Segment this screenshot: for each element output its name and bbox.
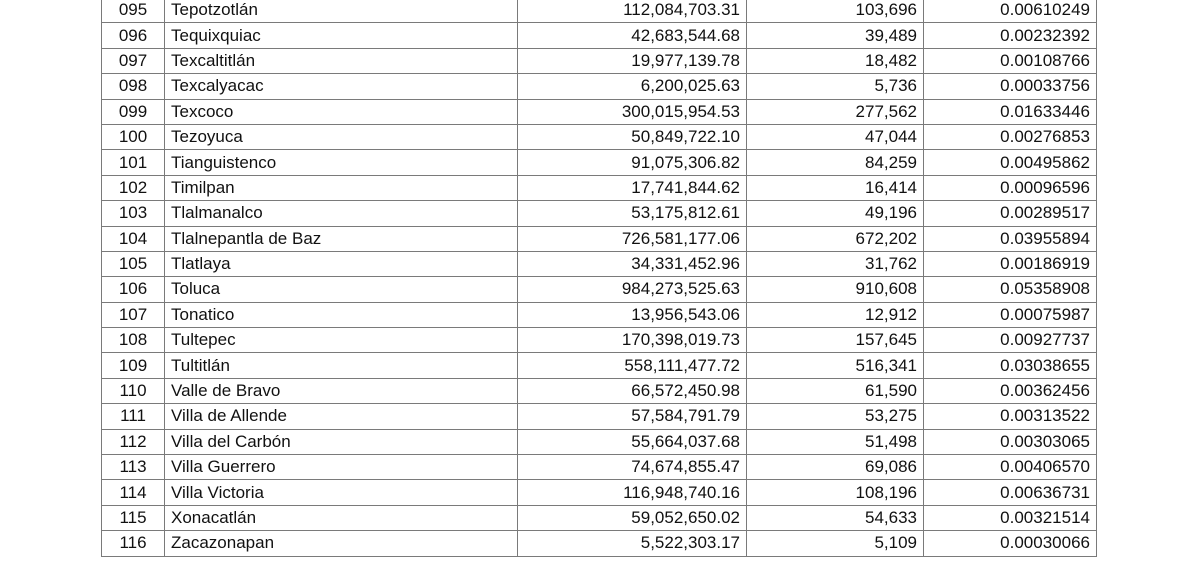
table-row xyxy=(102,0,1097,23)
population-cell: 12,912 xyxy=(747,302,924,327)
amount-cell: 55,664,037.68 xyxy=(518,429,747,454)
population-cell: 49,196 xyxy=(747,201,924,226)
municipality-code-cell: 101 xyxy=(102,150,165,175)
municipality-name-cell: Tonatico xyxy=(165,302,518,327)
table-row xyxy=(102,302,1097,327)
table-row xyxy=(102,226,1097,251)
amount-cell: 170,398,019.73 xyxy=(518,328,747,353)
population-cell: 84,259 xyxy=(747,150,924,175)
municipality-code-cell: 103 xyxy=(102,201,165,226)
municipality-name-cell: Tultitlán xyxy=(165,353,518,378)
coefficient-cell: 0.03038655 xyxy=(924,353,1097,378)
population-cell: 54,633 xyxy=(747,505,924,530)
population-cell: 51,498 xyxy=(747,429,924,454)
municipality-name-cell: Zacazonapan xyxy=(165,531,518,556)
municipality-code-cell: 095 xyxy=(102,0,165,23)
municipality-name-cell: Xonacatlán xyxy=(165,505,518,530)
amount-cell: 5,522,303.17 xyxy=(518,531,747,556)
table-row xyxy=(102,353,1097,378)
population-cell: 277,562 xyxy=(747,99,924,124)
coefficient-cell: 0.00927737 xyxy=(924,328,1097,353)
amount-cell: 726,581,177.06 xyxy=(518,226,747,251)
table-row xyxy=(102,251,1097,276)
coefficient-cell: 0.00610249 xyxy=(924,0,1097,23)
municipality-name-cell: Valle de Bravo xyxy=(165,378,518,403)
municipality-code-cell: 114 xyxy=(102,480,165,505)
amount-cell: 984,273,525.63 xyxy=(518,277,747,302)
municipality-code-cell: 107 xyxy=(102,302,165,327)
table-row xyxy=(102,404,1097,429)
table-row xyxy=(102,328,1097,353)
municipality-name-cell: Texcalyacac xyxy=(165,74,518,99)
table-row xyxy=(102,48,1097,73)
amount-cell: 50,849,722.10 xyxy=(518,124,747,149)
population-cell: 69,086 xyxy=(747,455,924,480)
coefficient-cell: 0.00321514 xyxy=(924,505,1097,530)
population-cell: 5,109 xyxy=(747,531,924,556)
population-cell: 103,696 xyxy=(747,0,924,23)
table-row xyxy=(102,277,1097,302)
coefficient-cell: 0.00406570 xyxy=(924,455,1097,480)
municipality-code-cell: 096 xyxy=(102,23,165,48)
amount-cell: 53,175,812.61 xyxy=(518,201,747,226)
municipality-name-cell: Timilpan xyxy=(165,175,518,200)
municipality-name-cell: Tequixquiac xyxy=(165,23,518,48)
population-cell: 157,645 xyxy=(747,328,924,353)
coefficient-cell: 0.00096596 xyxy=(924,175,1097,200)
municipality-code-cell: 098 xyxy=(102,74,165,99)
population-cell: 910,608 xyxy=(747,277,924,302)
coefficient-cell: 0.00303065 xyxy=(924,429,1097,454)
population-cell: 5,736 xyxy=(747,74,924,99)
population-cell: 18,482 xyxy=(747,48,924,73)
amount-cell: 19,977,139.78 xyxy=(518,48,747,73)
table-row xyxy=(102,455,1097,480)
municipality-name-cell: Texcoco xyxy=(165,99,518,124)
table-row xyxy=(102,201,1097,226)
population-cell: 672,202 xyxy=(747,226,924,251)
coefficient-cell: 0.00030066 xyxy=(924,531,1097,556)
municipality-code-cell: 100 xyxy=(102,124,165,149)
amount-cell: 6,200,025.63 xyxy=(518,74,747,99)
municipality-code-cell: 102 xyxy=(102,175,165,200)
amount-cell: 42,683,544.68 xyxy=(518,23,747,48)
municipality-code-cell: 112 xyxy=(102,429,165,454)
coefficient-cell: 0.00495862 xyxy=(924,150,1097,175)
population-cell: 53,275 xyxy=(747,404,924,429)
municipality-code-cell: 110 xyxy=(102,378,165,403)
amount-cell: 13,956,543.06 xyxy=(518,302,747,327)
population-cell: 16,414 xyxy=(747,175,924,200)
table-row xyxy=(102,378,1097,403)
table-row xyxy=(102,480,1097,505)
municipality-code-cell: 115 xyxy=(102,505,165,530)
amount-cell: 116,948,740.16 xyxy=(518,480,747,505)
municipality-name-cell: Villa de Allende xyxy=(165,404,518,429)
coefficient-cell: 0.00033756 xyxy=(924,74,1097,99)
amount-cell: 34,331,452.96 xyxy=(518,251,747,276)
table-row xyxy=(102,505,1097,530)
population-cell: 47,044 xyxy=(747,124,924,149)
table-row xyxy=(102,150,1097,175)
coefficient-cell: 0.00362456 xyxy=(924,378,1097,403)
amount-cell: 17,741,844.62 xyxy=(518,175,747,200)
municipality-name-cell: Tezoyuca xyxy=(165,124,518,149)
population-cell: 39,489 xyxy=(747,23,924,48)
table-row xyxy=(102,124,1097,149)
coefficient-cell: 0.01633446 xyxy=(924,99,1097,124)
municipality-name-cell: Toluca xyxy=(165,277,518,302)
coefficient-cell: 0.00186919 xyxy=(924,251,1097,276)
municipality-code-cell: 108 xyxy=(102,328,165,353)
municipality-code-cell: 099 xyxy=(102,99,165,124)
population-cell: 61,590 xyxy=(747,378,924,403)
table-row xyxy=(102,23,1097,48)
municipality-code-cell: 111 xyxy=(102,404,165,429)
municipality-name-cell: Tlalnepantla de Baz xyxy=(165,226,518,251)
municipality-name-cell: Tianguistenco xyxy=(165,150,518,175)
municipality-name-cell: Tepotzotlán xyxy=(165,0,518,23)
amount-cell: 66,572,450.98 xyxy=(518,378,747,403)
amount-cell: 112,084,703.31 xyxy=(518,0,747,23)
coefficient-cell: 0.03955894 xyxy=(924,226,1097,251)
population-cell: 31,762 xyxy=(747,251,924,276)
municipality-code-cell: 105 xyxy=(102,251,165,276)
municipality-name-cell: Tlatlaya xyxy=(165,251,518,276)
municipality-code-cell: 106 xyxy=(102,277,165,302)
municipality-name-cell: Villa Guerrero xyxy=(165,455,518,480)
population-cell: 108,196 xyxy=(747,480,924,505)
table-body xyxy=(102,0,1097,556)
population-cell: 516,341 xyxy=(747,353,924,378)
coefficient-cell: 0.00636731 xyxy=(924,480,1097,505)
municipality-name-cell: Villa del Carbón xyxy=(165,429,518,454)
coefficient-cell: 0.00289517 xyxy=(924,201,1097,226)
municipality-code-cell: 097 xyxy=(102,48,165,73)
municipality-name-cell: Tlalmanalco xyxy=(165,201,518,226)
coefficient-cell: 0.00075987 xyxy=(924,302,1097,327)
municipality-distribution-table xyxy=(101,0,1097,557)
amount-cell: 59,052,650.02 xyxy=(518,505,747,530)
municipality-name-cell: Villa Victoria xyxy=(165,480,518,505)
municipality-name-cell: Tultepec xyxy=(165,328,518,353)
amount-cell: 558,111,477.72 xyxy=(518,353,747,378)
table-row xyxy=(102,99,1097,124)
municipality-name-cell: Texcaltitlán xyxy=(165,48,518,73)
amount-cell: 57,584,791.79 xyxy=(518,404,747,429)
amount-cell: 91,075,306.82 xyxy=(518,150,747,175)
coefficient-cell: 0.00108766 xyxy=(924,48,1097,73)
municipality-code-cell: 104 xyxy=(102,226,165,251)
municipality-code-cell: 116 xyxy=(102,531,165,556)
coefficient-cell: 0.00232392 xyxy=(924,23,1097,48)
municipality-code-cell: 113 xyxy=(102,455,165,480)
coefficient-cell: 0.05358908 xyxy=(924,277,1097,302)
amount-cell: 74,674,855.47 xyxy=(518,455,747,480)
table-row xyxy=(102,531,1097,556)
table-row xyxy=(102,429,1097,454)
coefficient-cell: 0.00276853 xyxy=(924,124,1097,149)
coefficient-cell: 0.00313522 xyxy=(924,404,1097,429)
table-row xyxy=(102,74,1097,99)
amount-cell: 300,015,954.53 xyxy=(518,99,747,124)
table-row xyxy=(102,175,1097,200)
municipality-code-cell: 109 xyxy=(102,353,165,378)
